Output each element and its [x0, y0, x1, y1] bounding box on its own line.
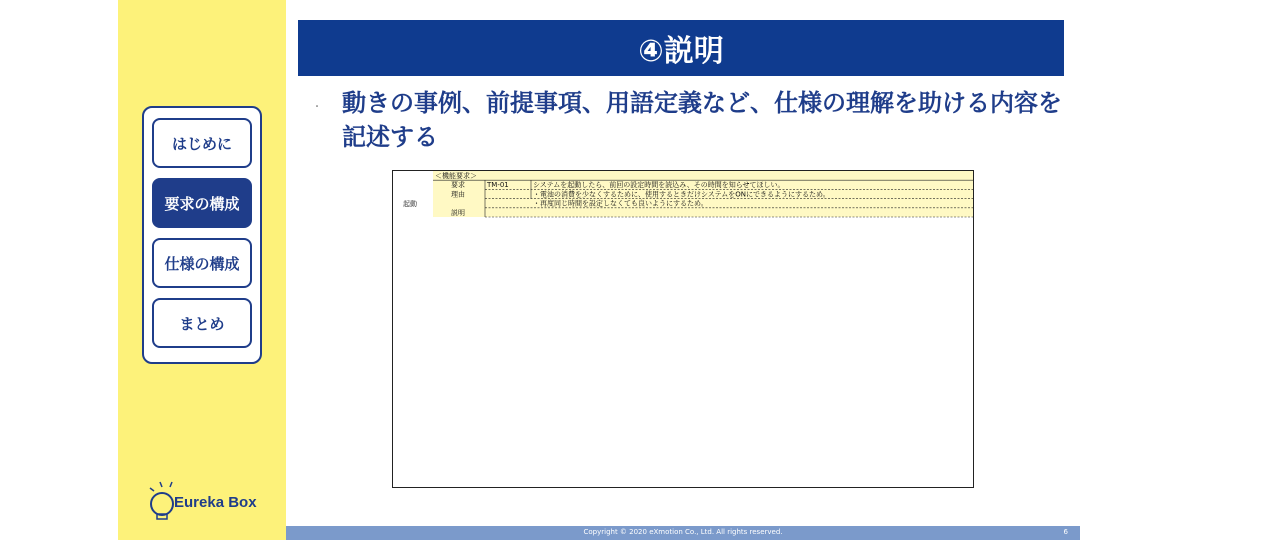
specification-table-drawing — [393, 171, 973, 487]
group-label: 起動 — [403, 200, 417, 208]
func-req-row-text: ・再度同じ時間を設定しなくても良いようにするため。 — [533, 199, 708, 208]
func-req-row-text: ・電池の消費を少なくするために、使用するときだけシステムをONにできるようにするため。 — [533, 190, 830, 199]
nav-item-summary[interactable]: まとめ — [152, 298, 252, 348]
copyright-text: Copyright © 2020 eXmotion Co., Ltd. All rights reserved. — [583, 528, 783, 536]
func-req-row-label: 理由 — [451, 190, 465, 199]
slide-title: ④説明 — [298, 20, 1064, 76]
eureka-box-logo — [146, 478, 266, 524]
footer — [286, 526, 1080, 540]
nav-item-requirements-structure[interactable]: 要求の構成 — [152, 178, 252, 228]
func-req-row-id: TM-01 — [487, 181, 509, 190]
func-req-row-label: 説明 — [451, 208, 465, 217]
func-req-row-text: システムを起動したら、前回の設定時間を読込み、その時間を知らせてほしい。 — [533, 181, 785, 190]
section-nav — [142, 106, 262, 364]
nav-item-specification-structure[interactable]: 仕様の構成 — [152, 238, 252, 288]
func-req-row-label: 要求 — [451, 181, 465, 190]
func-req-header: ＜機能要求＞ — [435, 172, 477, 180]
bullet-marker: ・ — [312, 102, 322, 113]
specification-table — [392, 170, 974, 488]
page-number: 6 — [1063, 528, 1068, 536]
lead-text: 動きの事例、前提事項、用語定義など、仕様の理解を助ける内容を記述する — [342, 89, 1062, 151]
nav-item-introduction[interactable]: はじめに — [152, 118, 252, 168]
logo-text: Eureka Box — [174, 494, 257, 511]
